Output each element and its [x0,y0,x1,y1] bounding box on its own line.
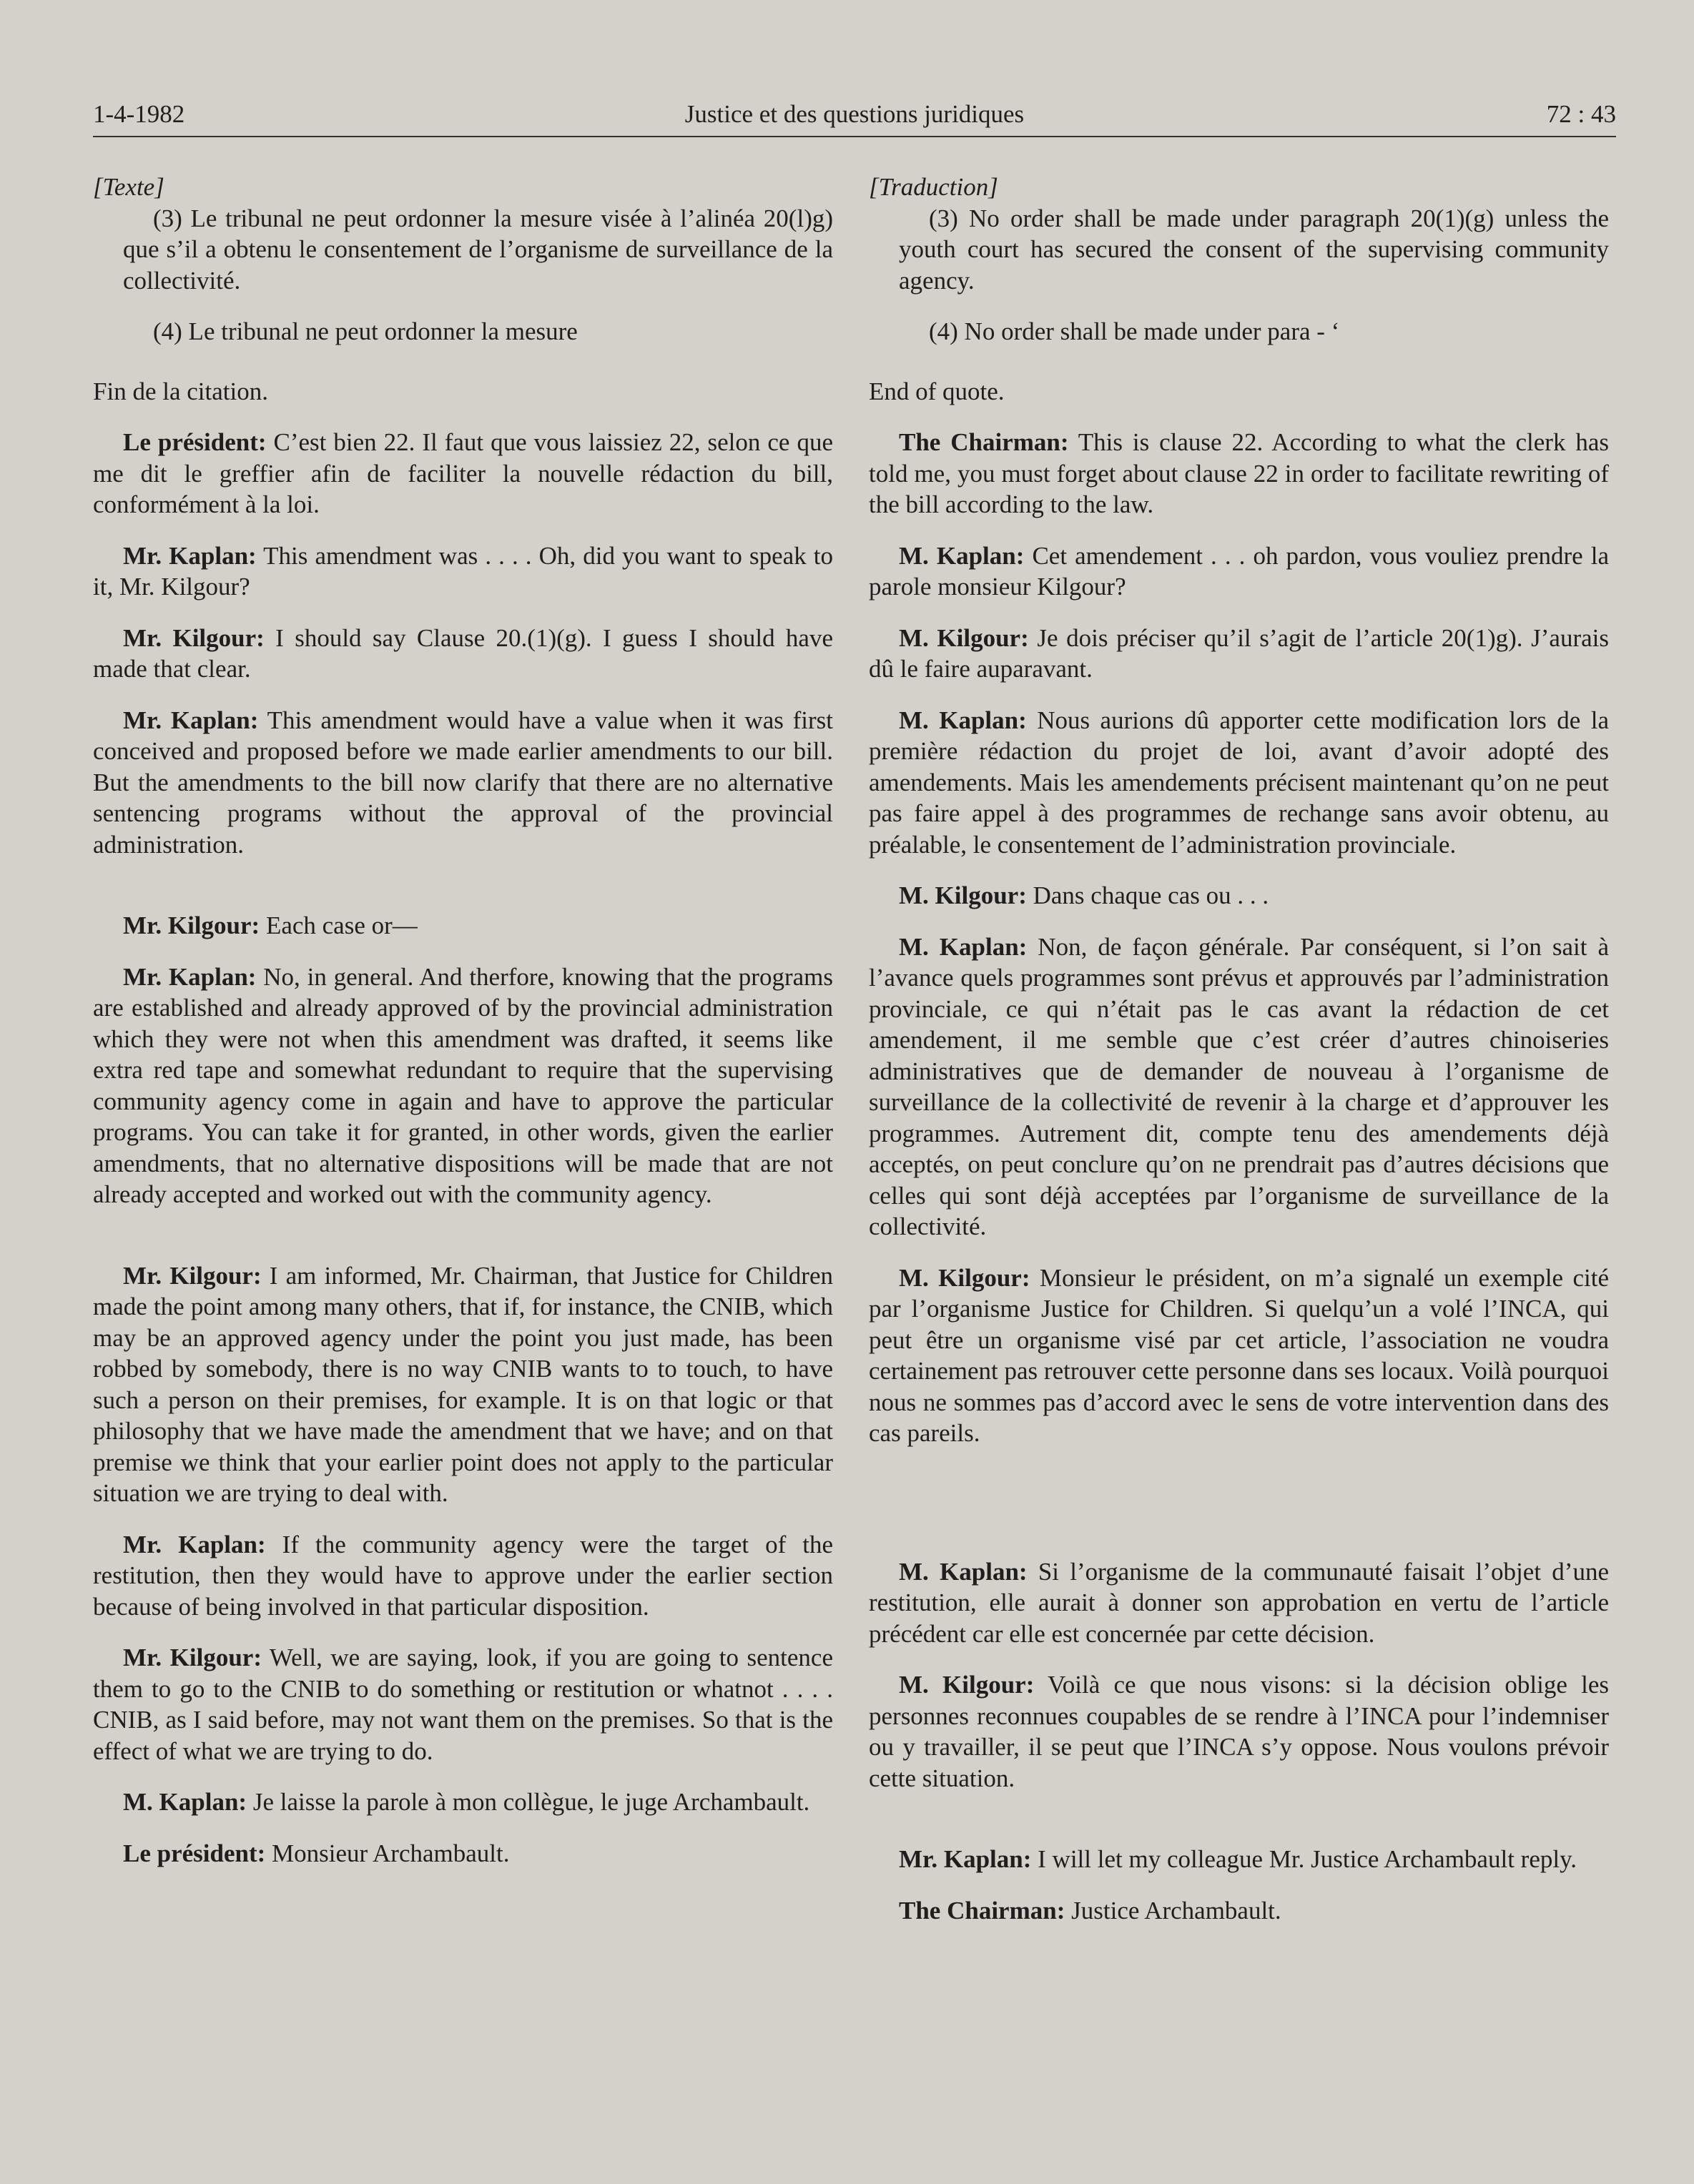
speech-text: Je laisse la parole à mon collègue, le juge Archambault. [247,1788,810,1816]
quote-paragraph-3: (3) Le tribunal ne peut ordonner la mesure visée à l’alinéa 20(l)g) que s’il a obtenu le consentement de l’organisme de surveillance de la collectivité. [123,204,833,295]
speaker-name: M. Kilgour: [899,881,1027,909]
speaker-name: M. Kaplan: [899,706,1027,734]
speech-paragraph [93,540,833,603]
speaker-name: Mr. Kaplan: [123,962,257,991]
speaker-name: Mr. Kaplan: [123,541,257,570]
speech-text: Each case or— [260,911,418,939]
speech-text: Monsieur le président, on m’a signalé un exemple cité par l’organisme Justice for Children. Si quelqu’un a volé l’INCA, qui peut être un organisme visé par cet article, l’association ne voudra certainement pas retrouver cette personne dans ses locaux. Voilà pourquoi nous ne sommes pas d’accord avec le sens de votre intervention dans des cas pareils. [869,1263,1609,1447]
quote-paragraph-3: (3) No order shall be made under paragraph 20(1)(g) unless the youth court has secured the consent of the supervising community agency. [899,204,1609,295]
section-tag-texte: [Texte] [93,173,164,201]
speech-paragraph [869,1844,1609,1875]
left-column [93,172,833,1869]
speaker-name: Mr. Kaplan: [123,706,259,734]
speaker-name: Mr. Kaplan: [123,1530,266,1558]
speaker-name: M. Kilgour: [899,1263,1030,1292]
speech-paragraph [93,1529,833,1623]
speaker-name: The Chairman: [899,428,1069,456]
speech-text: I should say Clause 20.(1)(g). I guess I should have made that clear. [93,623,833,683]
speech-text: I will let my colleague Mr. Justice Archambault reply. [1031,1845,1577,1873]
speaker-name: M. Kaplan: [123,1788,247,1816]
quote-paragraph-4: (4) Le tribunal ne peut ordonner la mesure [153,317,578,345]
speech-paragraph [869,540,1609,603]
speech-paragraph [93,962,833,1210]
speech-text: Non, de façon générale. Par conséquent, si l’on sait à l’avance quels programmes sont prévus et approuvés par l’administration provinciale, ce qui n’était pas le cas avant la rédaction de cet amendement, il me semble que c’est créer d’autres chinoiseries administratives que de demander de nouveau à l’organisme de surveillance de la collectivité de revenir à la charge et d’approuver les programmes. Autrement dit, compte tenu des amendements déjà acceptés, on peut conclure qu’on ne prendrait pas d’autres décisions que celles qui sont déjà acceptées par l’organisme de surveillance de la collectivité. [869,932,1609,1240]
speaker-name: M. Kaplan: [899,541,1025,570]
speaker-name: Le président: [123,1839,266,1867]
speech-paragraph [869,1669,1609,1794]
speech-text: Dans chaque cas ou . . . [1026,881,1269,909]
speech-paragraph [869,1895,1609,1927]
speech-text: C’est bien 22. Il faut que vous laissiez 22, selon ce que me dit le greffier afin de faciliter la nouvelle rédaction du bill, conformément à la loi. [93,428,833,518]
speaker-name: Mr. Kilgour: [123,911,260,939]
speech-paragraph [93,1642,833,1767]
speech-text: Well, we are saying, look, if you are going to sentence them to go to the CNIB to do something or restitution or whatnot . . . . CNIB, as I said before, may not want them on the premises. So that is the effect of what we are trying to do. [93,1644,833,1765]
header-page-number: 72 : 43 [1546,100,1616,128]
speech-paragraph [869,623,1609,685]
speech-paragraph [93,1838,833,1869]
speech-text: Cet amendement . . . oh pardon, vous vouliez prendre la parole monsieur Kilgour? [869,541,1609,601]
right-column [869,172,1609,1926]
end-quote: End of quote. [869,377,1005,405]
page-header [93,100,1616,137]
speech-text: If the community agency were the target of the restitution, then they would have to approve under the earlier section because of being involved in that particular disposition. [93,1530,834,1621]
speech-paragraph [869,705,1609,861]
speech-text: This amendment would have a value when it was first conceived and proposed before we made earlier amendments to our bill. But the amendments to the bill now clarify that there are no alternative sentencing programs without the approval of the provincial administration. [93,706,833,859]
speech-paragraph [869,880,1609,911]
speech-text: I am informed, Mr. Chairman, that Justice for Children made the point among many others, that if, for instance, the CNIB, which may be an approved agency under the point you just made, has been robbed by somebody, there is no way CNIB wants to to touch, to have such a person on their premises, for example. It is on that logic or that philosophy that we have made the amendment that we have; and on that premise we think that your earlier point does not apply to the particular situation we are trying to deal with. [93,1261,833,1507]
speech-text: Monsieur Archambault. [265,1839,510,1867]
speech-paragraph [869,1263,1609,1449]
quote-paragraph-4: (4) No order shall be made under para - ‘ [929,317,1340,345]
speech-text: Justice Archambault. [1065,1896,1281,1924]
speaker-name: Mr. Kilgour: [123,623,265,652]
speaker-name: Mr. Kaplan: [899,1845,1032,1873]
speech-text: Je dois préciser qu’il s’agit de l’article 20(1)g). J’aurais dû le faire auparavant. [869,623,1609,683]
speech-paragraph [869,427,1609,520]
speech-paragraph [93,1787,833,1818]
speech-text: No, in general. And therfore, knowing that the programs are established and already approved of by the provincial administration which they were not when this amendment was drafted, it seems like extra red tape and somewhat redundant to require that the supervising community agency come in again and have to approve the particular programs. You can take it for granted, in other words, given the earlier amendments, that no alternative dispositions will be made that are not already accepted and worked out with the community agency. [93,962,833,1208]
speaker-name: Mr. Kilgour: [123,1644,262,1671]
speech-paragraph [93,427,833,520]
speaker-name: Mr. Kilgour: [123,1261,262,1290]
speech-paragraph [93,705,833,861]
speaker-name: M. Kaplan: [899,1557,1028,1586]
speech-paragraph [93,910,833,942]
speech-text: This is clause 22. According to what the clerk has told me, you must forget about clause 22 in order to facilitate rewriting of the bill according to the law. [869,428,1609,518]
speech-text: Voilà ce que nous visons: si la décision oblige les personnes reconnues coupables de se rendre à l’INCA pour l’indemniser ou y travailler, il se peut que l’INCA s’y oppose. Nous voulons prévoir cette situation. [869,1671,1609,1792]
speaker-name: The Chairman: [899,1896,1065,1924]
speaker-name: M. Kaplan: [899,932,1028,961]
speech-paragraph [869,932,1609,1242]
speech-paragraph [869,1556,1609,1650]
speech-paragraph [93,623,833,685]
speaker-name: M. Kilgour: [899,1671,1035,1699]
header-title: Justice et des questions juridiques [684,100,1025,128]
header-date: 1-4-1982 [93,100,185,128]
speech-paragraph [93,1260,833,1509]
speech-text: This amendment was . . . . Oh, did you want to speak to it, Mr. Kilgour? [93,541,833,601]
speech-text: Si l’organisme de la communauté faisait l’objet d’une restitution, elle aurait à donner son approbation en vertu de l’article précédent car elle est concernée par cette décision. [869,1557,1609,1648]
speaker-name: M. Kilgour: [899,623,1029,652]
speech-text: Nous aurions dû apporter cette modification lors de la première rédaction du projet de loi, avant d’avoir adopté des amendements. Mais les amendements précisent maintenant qu’on ne peut pas faire appel à des programmes de rechange sans avoir obtenu, au préalable, le consentement de l’administration provinciale. [869,706,1609,859]
section-tag-traduction: [Traduction] [869,173,998,201]
speaker-name: Le président: [123,428,267,456]
end-quote: Fin de la citation. [93,377,268,405]
